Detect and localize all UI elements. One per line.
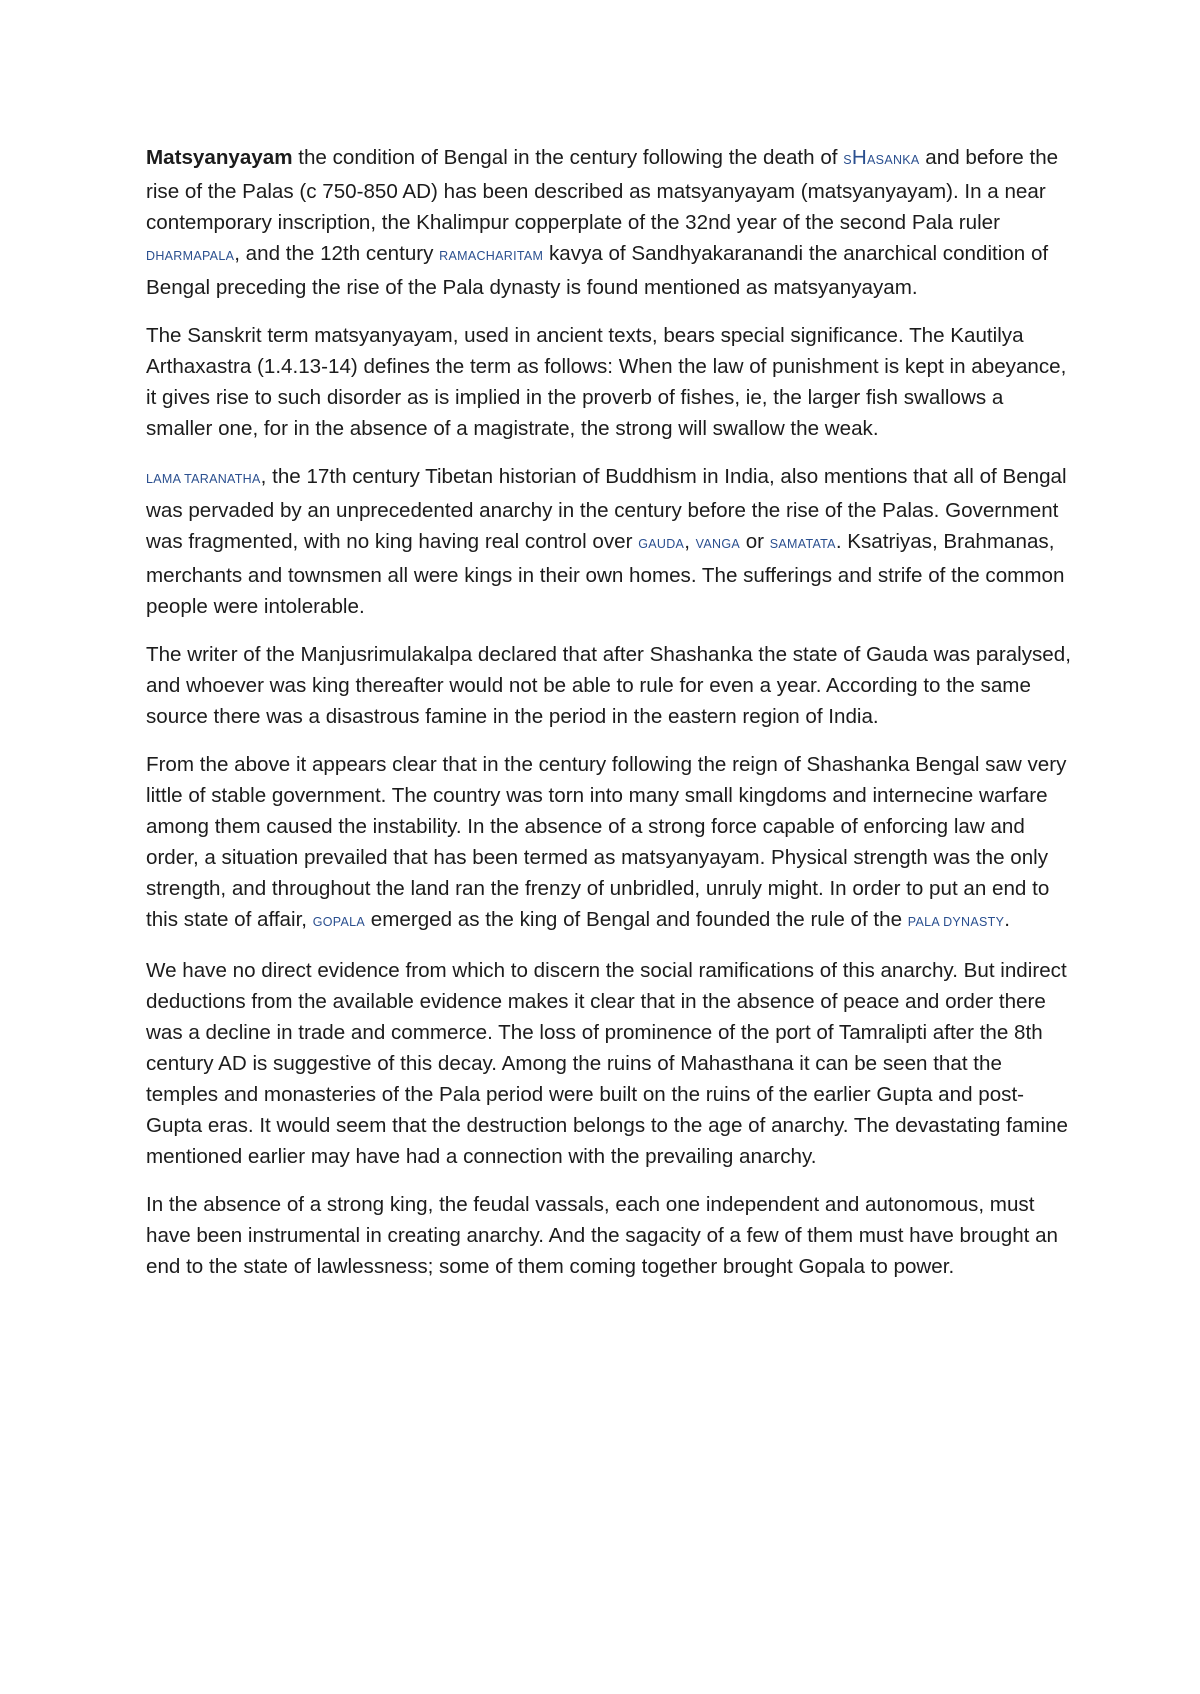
article-lead-term: Matsyanyayam <box>146 146 293 169</box>
link-vanga[interactable]: VANGA <box>695 537 740 551</box>
paragraph-text: kavya of Sandhyakaranandi the anarchical condition of Bengal preceding the rise of the Pala dynasty is found mentioned as matsyanyayam. <box>146 242 1049 299</box>
link-lama-taranatha[interactable]: LAMA TARANATHA <box>146 472 261 486</box>
paragraph-text: the condition of Bengal in the century following the death of <box>292 146 844 169</box>
paragraph-text: or <box>739 530 770 553</box>
link-samatata[interactable]: SAMATATA <box>769 537 836 551</box>
paragraph-text: , and the 12th century <box>234 242 440 265</box>
paragraph-text: and before the rise of the Palas (c 750-850 AD) has been described as matsyanyayam (matsyanyayam). In a near contemporary inscription, the Khalimpur copperplate of the 32nd year of the second Pala ruler <box>146 146 1059 234</box>
link-dharmapala[interactable]: DHARMAPALA <box>146 249 235 263</box>
paragraph-text: From the above it appears clear that in the century following the reign of Shashanka Bengal saw very little of stable government. The country was torn into many small kingdoms and internecine warfare among them caused the instability. In the absence of a strong force capable of enforcing law and order, a situation prevailed that has been termed as matsyanyayam. Physical strength was the only strength, and throughout the land ran the frenzy of unbridled, unruly might. In order to put an end to this state of affair, <box>146 753 1067 931</box>
link-gopala[interactable]: GOPALA <box>312 915 366 929</box>
link-shasanka-initial: S <box>843 153 852 167</box>
paragraph-text: . Ksatriyas, Brahmanas, merchants and townsmen all were kings in their own homes. The sufferings and strife of the common people were intolerable. <box>146 530 1065 618</box>
paragraph-text: . <box>1004 908 1010 931</box>
link-pala-dynasty[interactable]: PALA DYNASTY <box>907 915 1005 929</box>
paragraph-manjusrimulakalpa: The writer of the Manjusrimulakalpa declared that after Shashanka the state of Gauda was paralysed, and whoever was king thereafter would not be able to rule for even a year. According to the same source there was a disastrous famine in the period in the eastern region of India. <box>146 643 1071 728</box>
document-page <box>146 142 1074 1299</box>
link-shasanka[interactable] <box>843 146 920 169</box>
paragraph-shashanka-aftermath <box>146 749 1074 938</box>
paragraph-text: , the 17th century Tibetan historian of Buddhism in India, also mentions that all of Bengal was pervaded by an unprecedented anarchy in the century before the rise of the Palas. Government was fragmented, with no king having real control over <box>146 465 1067 553</box>
paragraph-text: emerged as the king of Bengal and founded the rule of the <box>365 908 908 931</box>
paragraph-intro <box>146 142 1074 303</box>
paragraph-feudal-vassals: In the absence of a strong king, the feudal vassals, each one independent and autonomous, must have been instrumental in creating anarchy. And the sagacity of a few of them must have brought an end to the state of lawlessness; some of them coming together brought Gopala to power. <box>146 1193 1059 1278</box>
link-ramacharitam[interactable]: RAMACHARITAM <box>439 249 544 263</box>
link-shasanka-rest: ASANKA <box>867 153 920 167</box>
paragraph-text: , <box>684 530 696 553</box>
paragraph-taranatha <box>146 461 1074 622</box>
link-shasanka-capital: H <box>851 146 868 169</box>
paragraph-social-ramifications: We have no direct evidence from which to discern the social ramifications of this anarchy. But indirect deductions from the available evidence makes it clear that in the absence of peace and order there was a decline in trade and commerce. The loss of prominence of the port of Tamralipti after the 8th century AD is suggestive of this decay. Among the ruins of Mahasthana it can be seen that the temples and monasteries of the Pala period were built on the ruins of the earlier Gupta and post-Gupta eras. It would seem that the destruction belongs to the age of anarchy. The devastating famine mentioned earlier may have had a connection with the prevailing anarchy. <box>146 959 1068 1168</box>
link-gauda[interactable]: GAUDA <box>638 537 685 551</box>
paragraph-sanskrit-term: The Sanskrit term matsyanyayam, used in ancient texts, bears special significance. The Kautilya Arthaxastra (1.4.13-14) defines the term as follows: When the law of punishment is kept in abeyance, it gives rise to such disorder as is implied in the proverb of fishes, ie, the larger fish swallows a smaller one, for in the absence of a magistrate, the strong will swallow the weak. <box>146 324 1067 440</box>
